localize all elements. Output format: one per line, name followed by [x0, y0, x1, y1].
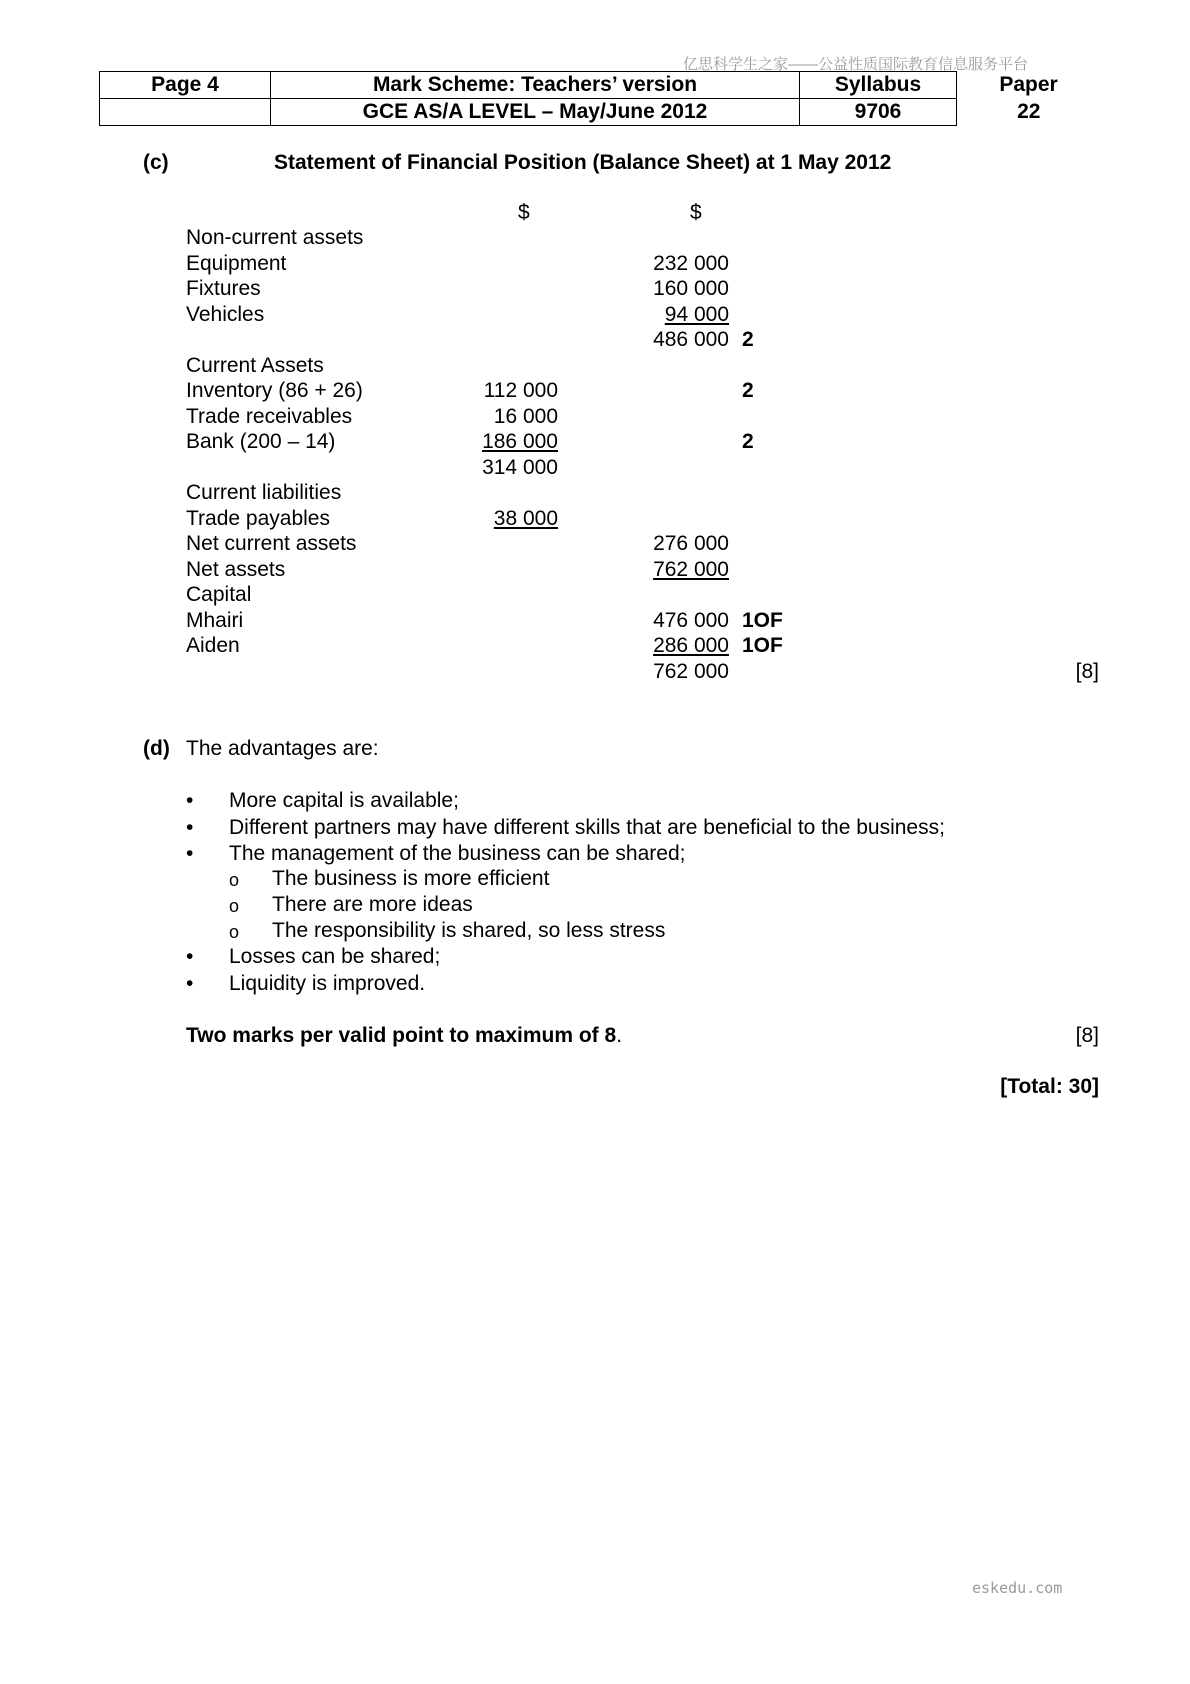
marking-note-text: Two marks per valid point to maximum of 8 [186, 1024, 617, 1047]
part-d-intro: The advantages are: [186, 737, 379, 760]
current-assets-heading: Current Assets [186, 354, 324, 377]
net-current-assets-value: 276 000 [653, 532, 729, 555]
exam-session: GCE AS/A LEVEL – May/June 2012 [271, 99, 800, 126]
non-current-assets-total: 486 000 [653, 328, 729, 351]
syllabus-code: 9706 [800, 99, 957, 126]
bullet-icon: • [186, 972, 194, 995]
syllabus-label: Syllabus [800, 72, 957, 99]
current-assets-total: 314 000 [482, 456, 558, 479]
empty-cell [100, 99, 271, 126]
equipment-value: 232 000 [653, 252, 729, 275]
total-marks: [Total: 30] [1000, 1075, 1099, 1098]
part-d-label: (d) [143, 737, 170, 760]
part-c-label: (c) [143, 151, 169, 174]
sub-bullet-icon: o [229, 922, 240, 942]
part-c-title: Statement of Financial Position (Balance Sheet) at 1 May 2012 [274, 151, 892, 174]
advantage-item: Losses can be shared; [229, 945, 441, 968]
net-assets-label: Net assets [186, 558, 286, 581]
mark-bank: 2 [742, 430, 754, 453]
header-table [99, 71, 1101, 126]
aiden-value: 286 000 [653, 634, 729, 657]
advantage-item: Liquidity is improved. [229, 972, 426, 995]
mark-mhairi: 1OF [742, 609, 783, 632]
advantage-item: The management of the business can be shared; [229, 842, 686, 865]
bullet-icon: • [186, 816, 194, 839]
currency-header-1: $ [518, 201, 530, 224]
aiden-label: Aiden [186, 634, 240, 657]
mark-inventory: 2 [742, 379, 754, 402]
equipment-label: Equipment [186, 252, 287, 275]
vehicles-value: 94 000 [664, 303, 729, 326]
vehicles-label: Vehicles [186, 303, 265, 326]
currency-header-2: $ [690, 201, 702, 224]
inventory-value: 112 000 [483, 379, 558, 402]
marking-note [186, 1024, 622, 1048]
sub-bullet-icon: o [229, 896, 240, 916]
watermark-url: eskedu.com [972, 1579, 1063, 1597]
capital-total: 762 000 [653, 660, 729, 683]
receivables-label: Trade receivables [186, 405, 353, 428]
capital-heading: Capital [186, 583, 252, 606]
bank-label: Bank (200 – 14) [186, 430, 336, 453]
non-current-assets-heading: Non-current assets [186, 226, 364, 249]
payables-value: 38 000 [493, 507, 558, 530]
mark-nca: 2 [742, 328, 754, 351]
mhairi-label: Mhairi [186, 609, 244, 632]
advantage-item: Different partners may have different skills that are beneficial to the business; [229, 816, 945, 839]
sub-advantage-item: There are more ideas [272, 893, 473, 916]
inventory-label: Inventory (86 + 26) [186, 379, 363, 402]
document-title: Mark Scheme: Teachers’ version [271, 72, 800, 99]
sub-advantage-item: The responsibility is shared, so less stress [272, 919, 666, 942]
part-d-marks: [8] [1075, 1024, 1099, 1047]
sub-advantage-item: The business is more efficient [272, 867, 550, 890]
payables-label: Trade payables [186, 507, 330, 530]
bullet-icon: • [186, 789, 194, 812]
bullet-icon: • [186, 945, 194, 968]
advantage-item: More capital is available; [229, 789, 459, 812]
net-assets-value: 762 000 [653, 558, 729, 581]
sub-bullet-icon: o [229, 870, 240, 890]
page-number: Page 4 [100, 72, 271, 99]
mark-aiden: 1OF [742, 634, 783, 657]
current-liabilities-heading: Current liabilities [186, 481, 342, 504]
net-current-assets-label: Net current assets [186, 532, 357, 555]
receivables-value: 16 000 [493, 405, 558, 428]
mhairi-value: 476 000 [653, 609, 729, 632]
paper-label: Paper [999, 73, 1058, 96]
bank-value: 186 000 [482, 430, 558, 453]
fixtures-value: 160 000 [653, 277, 729, 300]
bullet-icon: • [186, 842, 194, 865]
paper-number: 22 [1017, 100, 1041, 123]
marking-note-end: . [616, 1024, 623, 1047]
fixtures-label: Fixtures [186, 277, 261, 300]
watermark-text: 亿思科学生之家——公益性质国际教育信息服务平台 [683, 56, 1029, 73]
part-c-marks: [8] [1075, 660, 1099, 683]
